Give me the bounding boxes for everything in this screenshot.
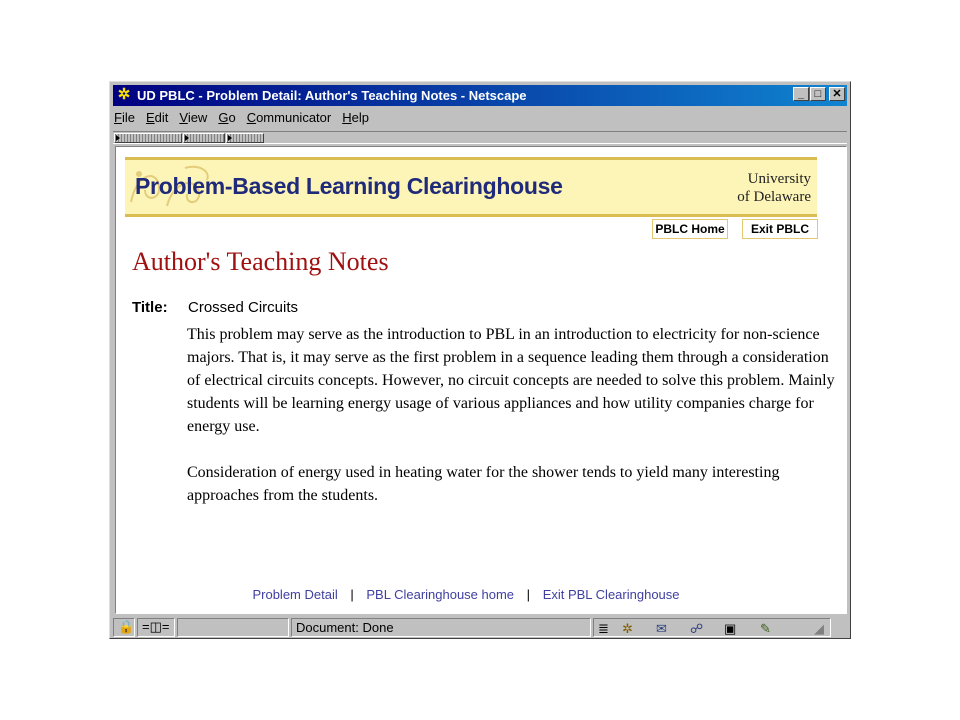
title-label: Title: [132,299,168,316]
paragraph-1: This problem may serve as the introduction to PBL in an introduction to electricity for non-science majors. That is, it may serve as the first problem in a sequence leading them through a consideration of electrical circuits concepts. However, no circuit concepts are needed to solve this problem. Mainly students will be learning energy usage of various appliances and how utility companies charge for energy use. [187,326,835,435]
menu-communicator[interactable]: Communicator [246,110,332,125]
close-button[interactable]: ✕ [829,87,845,101]
university-logo-text: University of Delaware [737,171,811,205]
menu-view[interactable]: View [179,110,208,125]
browser-window [109,81,851,639]
teaching-notes-body [187,323,837,530]
pblc-home-button[interactable]: PBLC Home [652,219,728,239]
menu-go[interactable]: Go [218,110,236,125]
exit-pblc-button[interactable]: Exit PBLC [742,219,818,239]
security-lock-icon[interactable]: 🔒 [113,618,135,637]
minimize-button[interactable]: _ [793,87,809,101]
window-title: UD PBLC - Problem Detail: Author's Teaching Notes - Netscape [137,88,527,103]
page-heading: Author's Teaching Notes [132,247,389,276]
composer-icon[interactable]: ✎ [760,621,771,636]
menu-help[interactable]: Help [342,110,369,125]
maximize-button[interactable]: □ [810,87,826,101]
footer-separator: | [526,587,531,602]
resize-grip-icon[interactable]: ◢ [814,621,824,636]
collapsed-toolbars [113,131,847,144]
window-controls [792,87,845,103]
footer-separator: | [350,587,354,602]
paragraph-2: Consideration of energy used in heating water for the shower tends to yield many interesting approaches from the students. [187,464,780,504]
menu-bar [114,108,380,128]
menu-edit[interactable]: Edit [145,110,169,125]
title-value: Crossed Circuits [188,299,299,316]
component-bar [593,618,831,637]
problem-detail-link[interactable]: Problem Detail [252,587,338,602]
inbox-icon[interactable]: ✉ [656,621,667,636]
connection-status-icon: =◫= [137,618,175,637]
collapsed-toolbar-location[interactable] [183,133,225,143]
address-book-icon[interactable]: ▣ [724,621,737,636]
collapsed-toolbar-navigation[interactable] [114,133,182,143]
menu-list-icon[interactable]: ≣ [598,621,609,636]
netscape-icon[interactable]: ✲ [117,86,131,103]
navigator-icon[interactable]: ✲ [622,621,633,636]
exit-pbl-clearinghouse-link[interactable]: Exit PBL Clearinghouse [542,587,680,602]
status-text: Document: Done [291,618,591,637]
newsgroups-icon[interactable]: ☍ [690,621,704,636]
progress-bar [177,618,289,637]
title-bar[interactable] [113,85,847,106]
pbl-clearinghouse-home-link[interactable]: PBL Clearinghouse home [366,587,515,602]
status-bar [113,618,847,637]
banner-title: Problem-Based Learning Clearinghouse [135,173,563,199]
collapsed-toolbar-personal[interactable] [226,133,264,143]
menu-file[interactable]: File [114,110,135,125]
footer-links [116,587,816,602]
site-banner [125,157,817,217]
page-content [115,146,847,614]
